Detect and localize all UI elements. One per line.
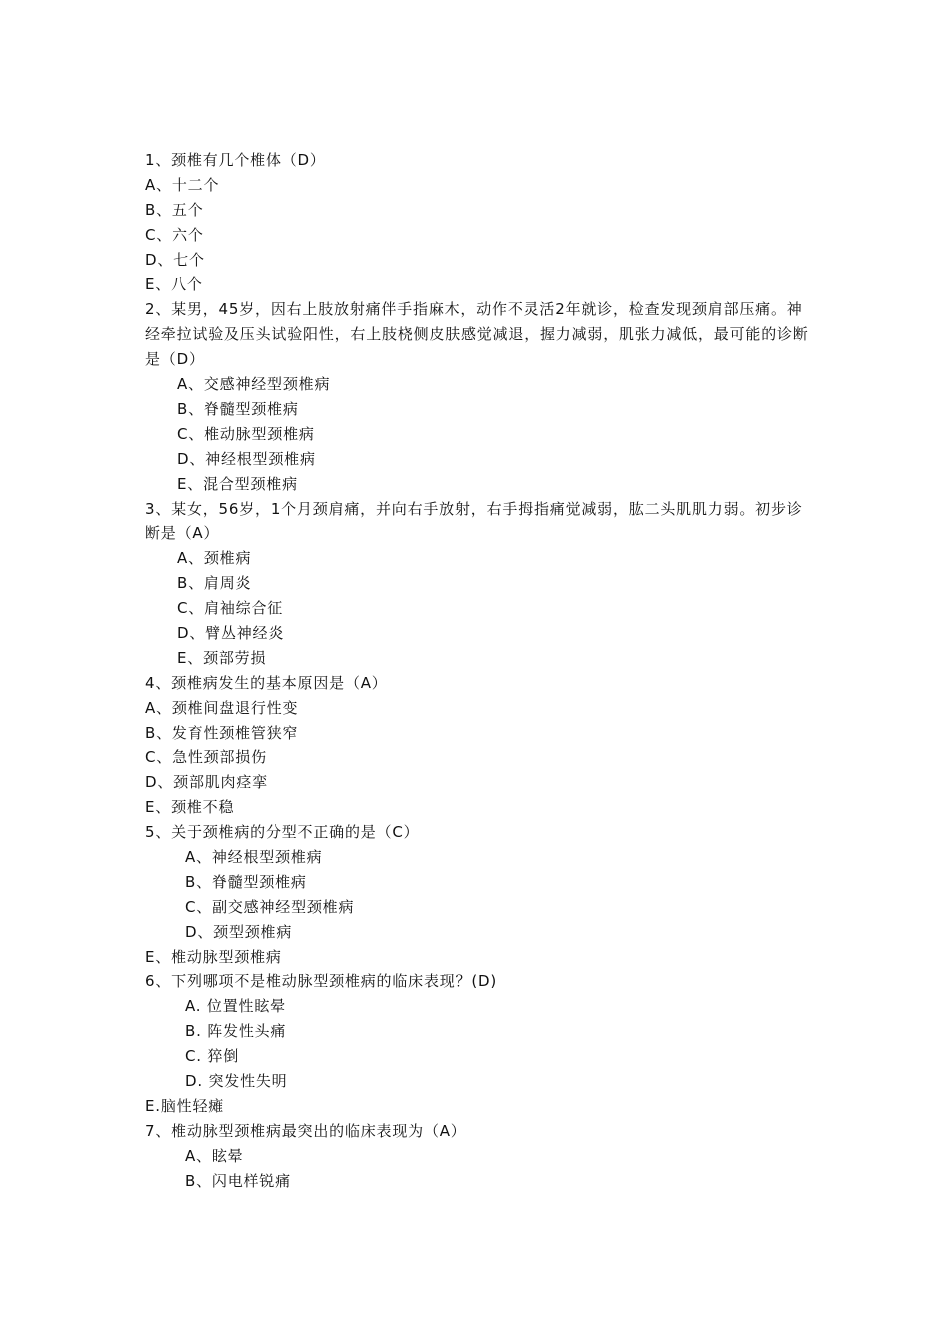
option: C、椎动脉型颈椎病	[177, 424, 315, 443]
option: E、颈椎不稳	[145, 798, 235, 817]
option: B、发育性颈椎管狭窄	[145, 723, 299, 742]
option: B. 阵发性头痛	[185, 1022, 287, 1041]
option: A、颈椎病	[177, 549, 252, 568]
option: E.脑性轻瘫	[145, 1096, 225, 1115]
question-stem: 1、颈椎有几个椎体（D）	[145, 151, 326, 169]
question-stem: 3、某女，56岁，1个月颈肩痛，并向右手放射，右手拇指痛觉减弱，肱二头肌肌力弱。初步诊断是（A）	[145, 499, 803, 543]
option: B、脊髓型颈椎病	[185, 872, 307, 891]
option: A、神经根型颈椎病	[185, 848, 323, 867]
question-stem: 6、下列哪项不是椎动脉型颈椎病的临床表现？(D)	[145, 972, 497, 991]
option: D、颈部肌肉痉挛	[145, 773, 268, 792]
question-stem: 5、关于颈椎病的分型不正确的是（C）	[145, 823, 420, 842]
option: E、混合型颈椎病	[177, 474, 298, 493]
option: D、七个	[145, 250, 205, 269]
option: A、颈椎间盘退行性变	[145, 698, 299, 717]
option: A、十二个	[145, 175, 220, 194]
question-stem: 4、颈椎病发生的基本原因是（A）	[145, 673, 388, 692]
option: D. 突发性失明	[185, 1072, 288, 1091]
option: D、神经根型颈椎病	[177, 449, 316, 468]
option: B、五个	[145, 200, 204, 219]
option: B、肩周炎	[177, 574, 252, 593]
option: B、脊髓型颈椎病	[177, 399, 299, 418]
option: D、臂丛神经炎	[177, 624, 285, 642]
option: E、颈部劳损	[177, 648, 267, 667]
question-stem: 2、某男，45岁，因右上肢放射痛伴手指麻木，动作不灵活2年就诊，检查发现颈肩部压痛。神经牵拉试验及压头试验阳性，右上肢桡侧皮肤感觉减退，握力减弱，肌张力减低，最可能的诊断是（D）	[145, 300, 809, 369]
option: C、六个	[145, 225, 204, 244]
option: A. 位置性眩晕	[185, 997, 286, 1016]
option: A、眩晕	[185, 1146, 244, 1165]
option: C、急性颈部损伤	[145, 748, 267, 767]
option: C、肩袖综合征	[177, 599, 284, 618]
option: E、八个	[145, 275, 203, 294]
option: A、交感神经型颈椎病	[177, 375, 331, 394]
option: C、副交感神经型颈椎病	[185, 897, 355, 916]
question-stem: 7、椎动脉型颈椎病最突出的临床表现为（A）	[145, 1121, 467, 1140]
option: C. 猝倒	[185, 1047, 240, 1066]
option: B、闪电样锐痛	[185, 1171, 291, 1190]
option: E、椎动脉型颈椎病	[145, 947, 282, 966]
question-list	[145, 148, 815, 1193]
option: D、颈型颈椎病	[185, 922, 293, 941]
